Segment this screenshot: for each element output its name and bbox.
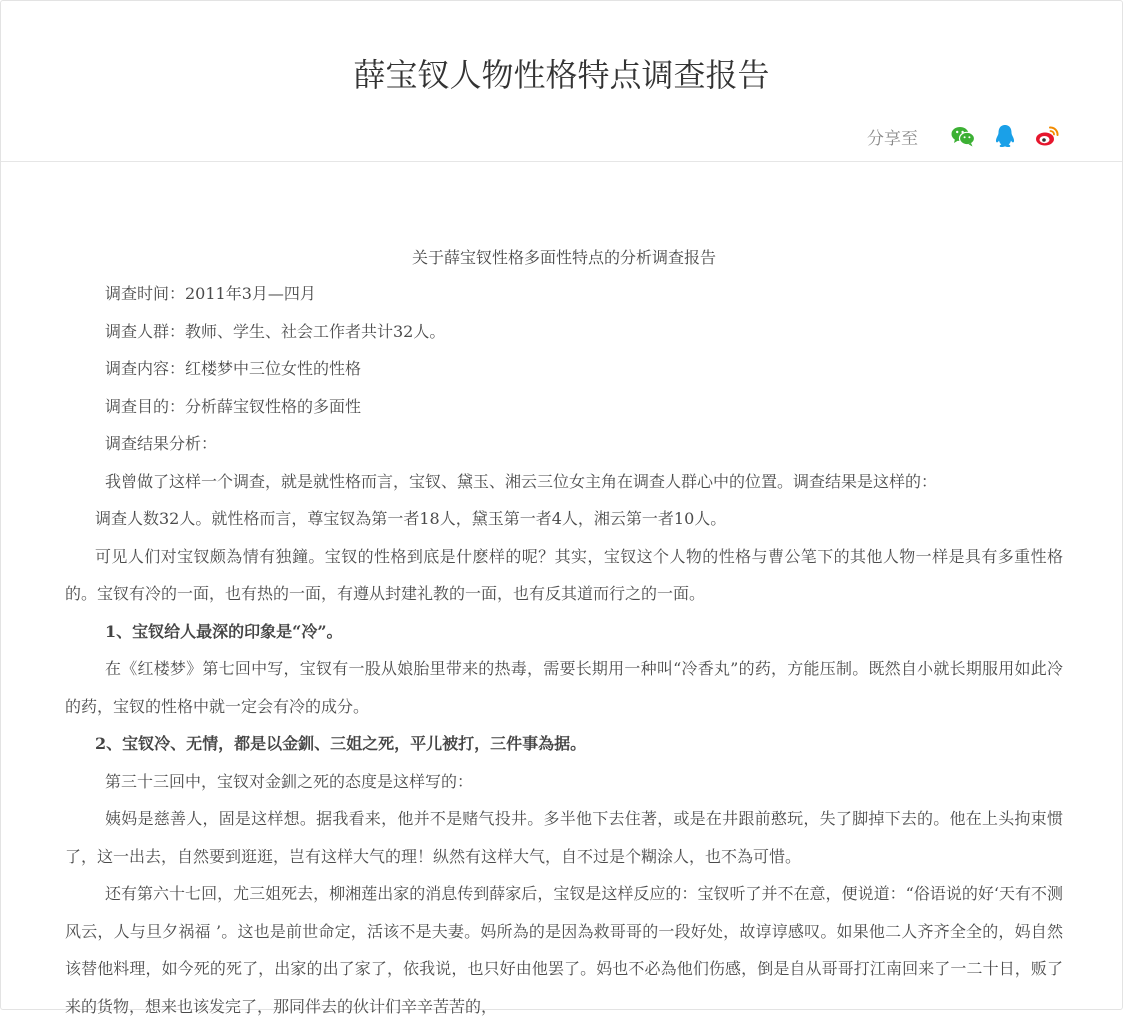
qq-icon[interactable] (992, 123, 1018, 149)
weibo-icon[interactable] (1034, 123, 1060, 149)
paragraph: 在《红楼梦》第七回中写，宝钗有一股从娘胎里带来的热毒，需要长期用一种叫“冷香丸”的药，方能压制。既然自小就长期服用如此冷的药，宝钗的性格中就一定会有冷的成分。 (65, 659, 1063, 716)
paragraph: 我曾做了这样一个调查，就是就性格而言，宝钗、黛玉、湘云三位女主角在调查人群心中的位置。调查结果是这样的： (105, 471, 938, 491)
survey-people: 调查人群：教师、学生、社会工作者共计32人。 (105, 321, 446, 341)
article-body (65, 241, 1063, 1025)
survey-time: 调查时间：2011年3月—四月 (105, 284, 316, 303)
section-heading: 1、宝钗给人最深的印象是“冷”。 (105, 621, 343, 641)
survey-result-label: 调查结果分析： (105, 434, 218, 453)
share-bar (867, 121, 1060, 151)
report-heading: 关于薛宝钗性格多面性特点的分析调查报告 (411, 248, 716, 267)
survey-purpose: 调查目的：分析薛宝钗性格的多面性 (105, 396, 362, 416)
page-title: 薛宝钗人物性格特点调查报告 (353, 56, 770, 94)
paragraph: 可见人们对宝钗颇為情有独鐘。宝钗的性格到底是什麽样的呢？其实，宝钗这个人物的性格与曹公笔下的其他人物一样是具有多重性格的。宝钗有冷的一面，也有热的一面，有遵从封建礼教的一面，也有反其道而行之的一面。 (65, 546, 1063, 603)
article-header (1, 1, 1122, 162)
paragraph: 姨妈是慈善人，固是这样想。据我看来，他并不是赌气投井。多半他下去住著，或是在井跟前憨玩，失了脚掉下去的。他在上头拘束惯了，这一出去，自然要到逛逛，岂有这样大气的理！纵然有这样大气，自不过是个糊涂人，也不為可惜。 (65, 809, 1063, 866)
wechat-icon[interactable] (950, 123, 976, 149)
share-label: 分享至 (867, 128, 918, 149)
paragraph: 还有第六十七回，尤三姐死去，柳湘莲出家的消息传到薛家后，宝钗是这样反应的：宝钗听了并不在意，便说道：“俗语说的好‘天有不测风云，人与旦夕祸福 ’。这也是前世命定，活该不是夫妻。妈所為的是因為救哥哥的一段好处，故谆谆感叹。如果他二人齐齐全全的，妈自然该替他料理，如今死的死了，出家的出了家了，依我说，也只好由他罢了。妈也不必為他们伤感，倒是自从哥哥打江南回来了一二十日，贩了来的货物，想来也该发完了，那同伴去的伙计们辛辛苦苦的， (65, 884, 1063, 1016)
paragraph: 第三十三回中，宝钗对金釧之死的态度是这样写的： (105, 771, 474, 791)
survey-content: 调查内容：红楼梦中三位女性的性格 (105, 359, 362, 378)
section-heading: 2、宝钗冷、无情，都是以金釧、三姐之死，平儿被打，三件事為据。 (95, 734, 587, 753)
paragraph: 调查人数32人。就性格而言，尊宝钗為第一者18人，黛玉第一者4人，湘云第一者10人。 (95, 509, 727, 528)
